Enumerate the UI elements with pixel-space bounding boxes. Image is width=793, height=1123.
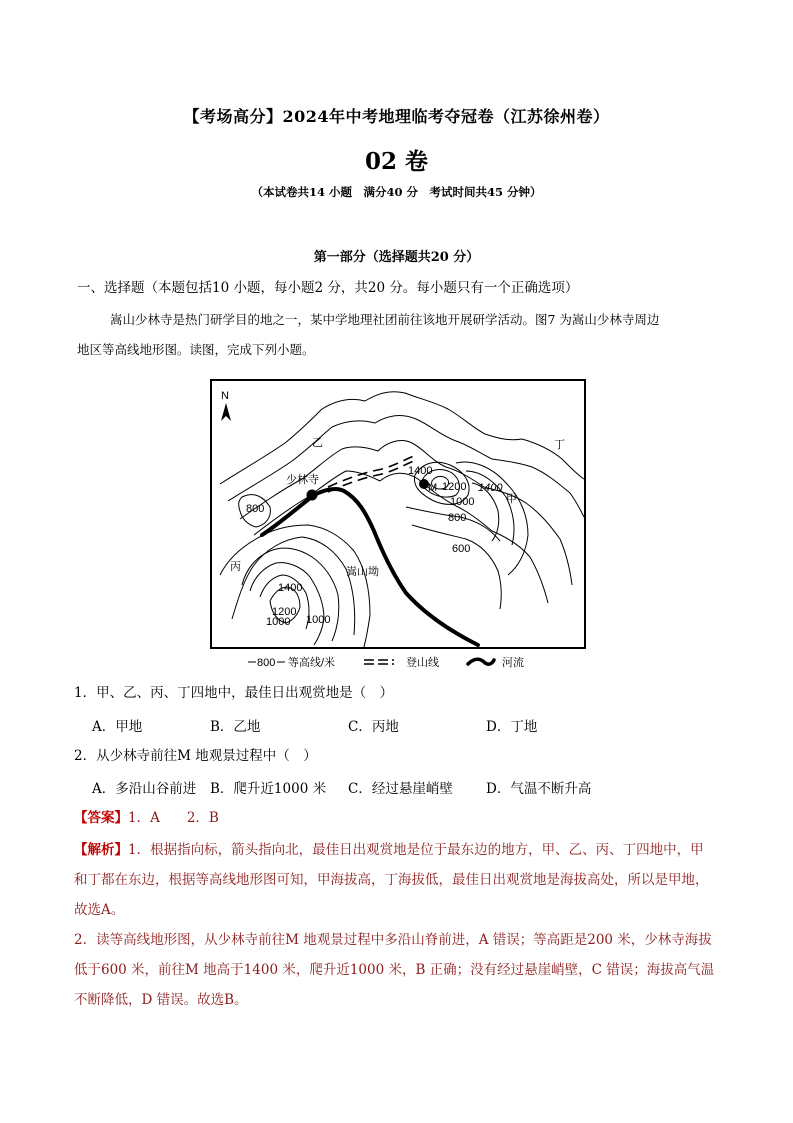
- analysis-p1-line1: 1．根据指向标，箭头指向北，最佳日出观赏地是位于最东边的地方，甲、乙、丙、丁四地中，甲: [128, 842, 704, 858]
- answer-text: 1．A 2．B: [128, 810, 219, 826]
- exam-title: 【考场高分】2024年中考地理临考夺冠卷（江苏徐州卷）: [183, 107, 610, 126]
- analysis-p2-line2: 低于600 米，前往M 地高于1400 米，爬升近1000 米，B 正确；没有经过悬崖峭壁，C 错误；海拔高气温: [74, 962, 715, 978]
- contour-label-1400-east: 1400: [478, 482, 503, 494]
- legend-river-icon: [468, 659, 494, 664]
- map-frame: [211, 380, 585, 648]
- analysis-p2-line1: 2．读等高线地形图，从少林寺前往M 地观景过程中多沿山脊前进，A 错误；等高距是200 米，少林寺海拔: [74, 932, 712, 948]
- contour-map: [210, 379, 586, 649]
- legend-contour-sample: 800: [257, 657, 276, 669]
- answer-label: 【答案】: [74, 810, 128, 826]
- section-heading: 一、选择题（本题包括10 小题，每小题2 分，共20 分。每小题只有一个正确选项）: [77, 280, 579, 296]
- contour-label-800-west: 800: [246, 503, 265, 515]
- exam-info: （本试卷共14 小题 满分40 分 考试时间共45 分钟）: [251, 185, 542, 199]
- legend-river-label: 河流: [502, 657, 524, 669]
- question-1-stem: 1．甲、乙、丙、丁四地中，最佳日出观赏地是（ ）: [74, 685, 394, 701]
- legend-trail-label: 登山线: [406, 657, 439, 669]
- label-bing: 丙: [230, 561, 241, 573]
- part-one-title: 第一部分（选择题共20 分）: [313, 250, 480, 265]
- analysis-p2-line3: 不断降低，D 错误。故选B。: [74, 992, 248, 1008]
- label-m: M: [428, 482, 438, 494]
- question-2-option-b: B．爬升近1000 米: [210, 781, 327, 797]
- analysis-label: 【解析】: [74, 842, 128, 858]
- question-1-option-b: B．乙地: [210, 719, 261, 735]
- legend-contour-label: 等高线/米: [288, 657, 336, 669]
- intro-line-1: 嵩山少林寺是热门研学目的地之一，某中学地理社团前往该地开展研学活动。图7 为嵩山少林寺周边: [110, 312, 660, 327]
- question-1-option-c: C．丙地: [348, 719, 399, 735]
- contour-label-1200-m: 1200: [442, 481, 467, 493]
- contour-label-1000-east: 1000: [450, 496, 475, 508]
- contour-label-1000-s: 1000: [306, 614, 331, 626]
- contour-label-800-east: 800: [448, 512, 467, 524]
- label-yi: 乙: [312, 437, 323, 449]
- label-jia: 甲: [506, 493, 517, 505]
- question-2-option-a: A．多沿山谷前进: [92, 781, 197, 797]
- analysis-block: [74, 840, 734, 1020]
- analysis-p1-line3: 故选A。: [74, 902, 125, 918]
- shaolin-temple-point: [307, 490, 318, 501]
- map-legend: [246, 652, 546, 672]
- contour-label-600: 600: [452, 543, 471, 555]
- contour-label-1200-sw: 1200: [272, 606, 297, 618]
- question-1-option-a: A．甲地: [92, 719, 143, 735]
- north-label: N: [221, 390, 229, 402]
- volume-title: 02 卷: [364, 148, 428, 175]
- analysis-p1-line2: 和丁都在东边，根据等高线地形图可知，甲海拔高，丁海拔低，最佳日出观赏地是海拔高处，所以是甲地，: [74, 872, 709, 888]
- contour-label-1400-m: 1400: [408, 465, 433, 477]
- answer-block: [74, 808, 219, 828]
- contour-label-1000-sw: 1000: [266, 616, 291, 628]
- contour-label-1400-sw: 1400: [278, 582, 303, 594]
- intro-line-2: 地区等高线地形图。读图，完成下列小题。: [77, 342, 315, 357]
- question-1-option-d: D．丁地: [486, 719, 538, 735]
- question-2-option-c: C．经过悬崖峭壁: [348, 781, 453, 797]
- label-ding: 丁: [554, 439, 565, 451]
- question-2-stem: 2．从少林寺前往M 地观景过程中（ ）: [74, 748, 317, 764]
- label-shaolin: 少林寺: [286, 474, 319, 486]
- label-songshan: 嵩山坳: [346, 566, 379, 578]
- question-2-option-d: D．气温不断升高: [486, 781, 592, 797]
